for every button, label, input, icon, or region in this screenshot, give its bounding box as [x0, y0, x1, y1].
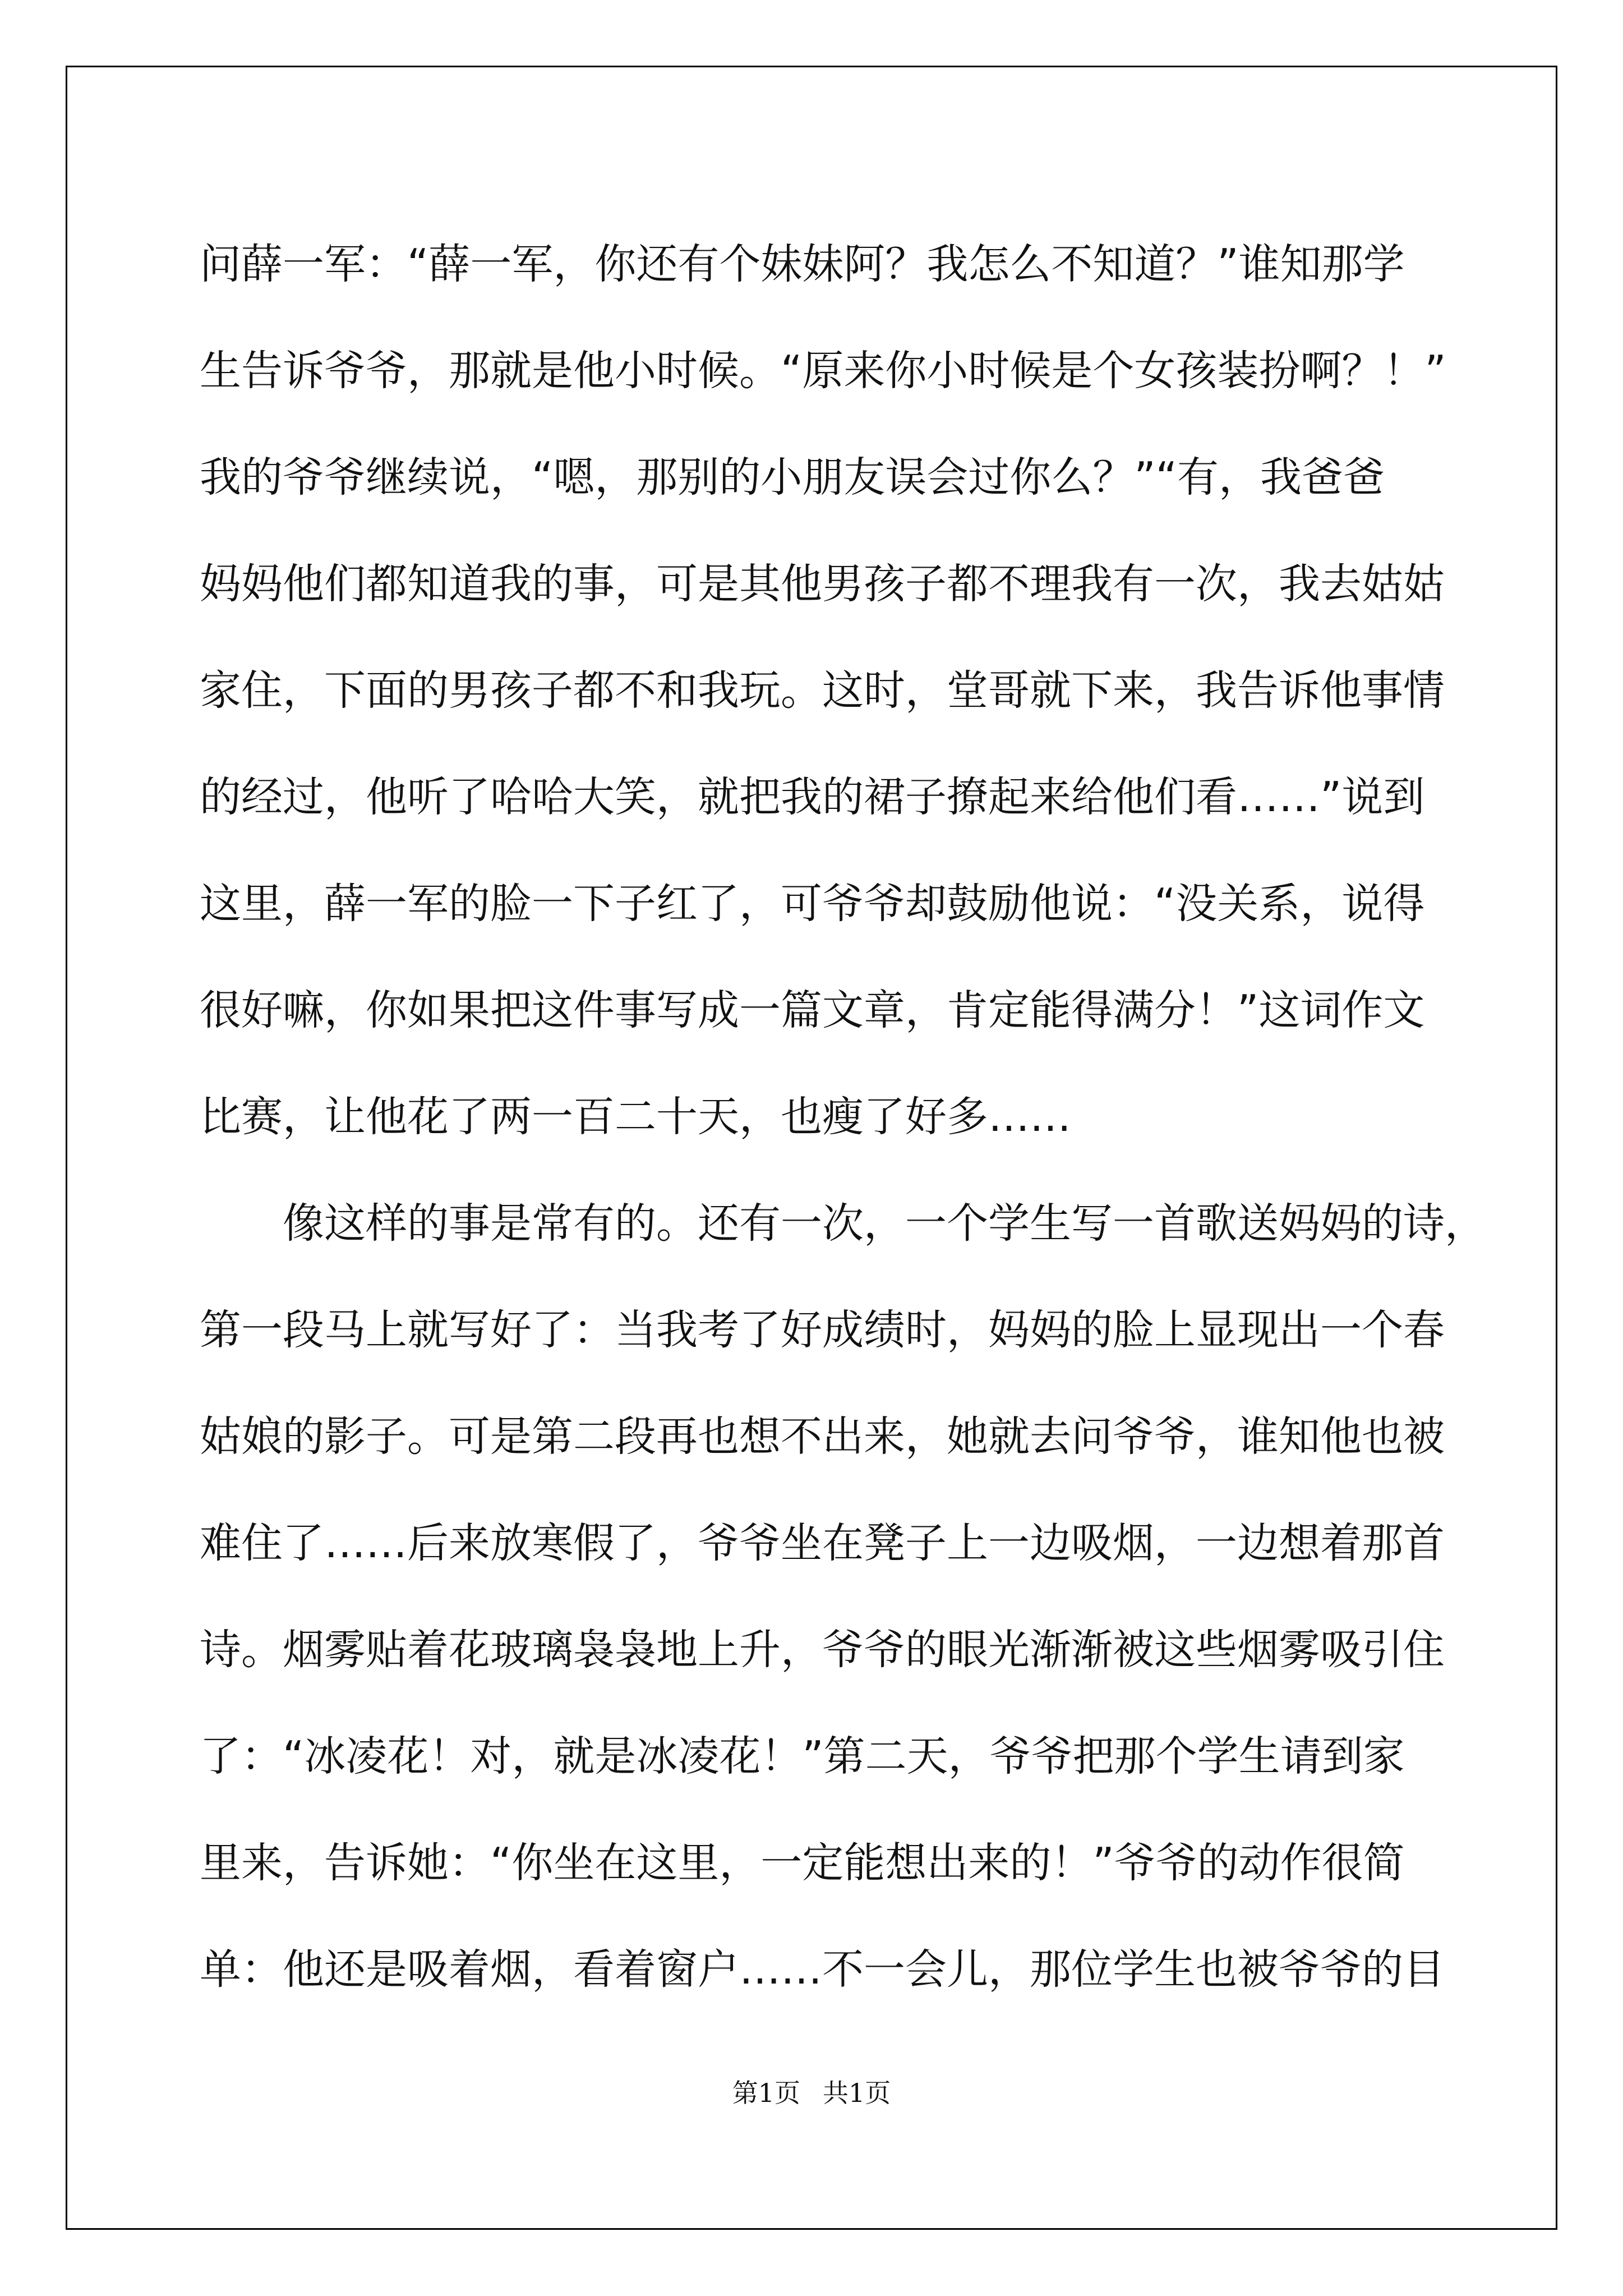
text-line: 妈妈他们都知道我的事，可是其他男孩子都不理我有一次，我去姑姑 — [200, 560, 1445, 608]
page-total: 共1页 — [823, 2078, 891, 2108]
text-line: 里来，告诉她：“你坐在这里，一定能想出来的！”爷爷的动作很简 — [200, 1839, 1405, 1887]
text-line: 难住了……后来放寒假了，爷爷坐在凳子上一边吸烟，一边想着那首 — [200, 1519, 1445, 1567]
paragraph-start-line: 像这样的事是常有的。还有一次，一个学生写一首歌送妈妈的诗， — [283, 1199, 1486, 1248]
text-line: 第一段马上就写好了：当我考了好成绩时，妈妈的脸上显现出一个春 — [200, 1306, 1445, 1354]
text-line: 我的爷爷继续说，“嗯，那别的小朋友误会过你么？”“有，我爸爸 — [200, 453, 1385, 501]
page-footer — [0, 2073, 1623, 2110]
text-line: 了：“冰凌花！对，就是冰凌花！”第二天，爷爷把那个学生请到家 — [200, 1732, 1405, 1780]
document-body — [200, 211, 1486, 2023]
text-line: 的经过，他听了哈哈大笑，就把我的裙子撩起来给他们看……”说到 — [200, 773, 1425, 821]
text-line: 比赛，让他花了两一百二十天，也瘦了好多…… — [200, 1093, 1071, 1141]
text-line: 姑娘的影子。可是第二段再也想不出来，她就去问爷爷，谁知他也被 — [200, 1412, 1445, 1461]
text-line: 很好嘛，你如果把这件事写成一篇文章，肯定能得满分！”这词作文 — [200, 986, 1425, 1034]
text-line: 单：他还是吸着烟，看着窗户……不一会儿，那位学生也被爷爷的目 — [200, 1945, 1445, 1994]
page-number: 第1页 — [732, 2078, 800, 2108]
text-line: 问薛一军：“薛一军，你还有个妹妹阿？我怎么不知道？”谁知那学 — [200, 240, 1405, 288]
text-line: 诗。烟雾贴着花玻璃袅袅地上升，爷爷的眼光渐渐被这些烟雾吸引住 — [200, 1626, 1445, 1674]
text-line: 家住，下面的男孩子都不和我玩。这时，堂哥就下来，我告诉他事情 — [200, 666, 1445, 715]
text-line: 这里，薛一军的脸一下子红了，可爷爷却鼓励他说：“没关系，说得 — [200, 880, 1425, 928]
text-line: 生告诉爷爷，那就是他小时候。“原来你小时候是个女孩装扮啊？！” — [200, 347, 1446, 395]
